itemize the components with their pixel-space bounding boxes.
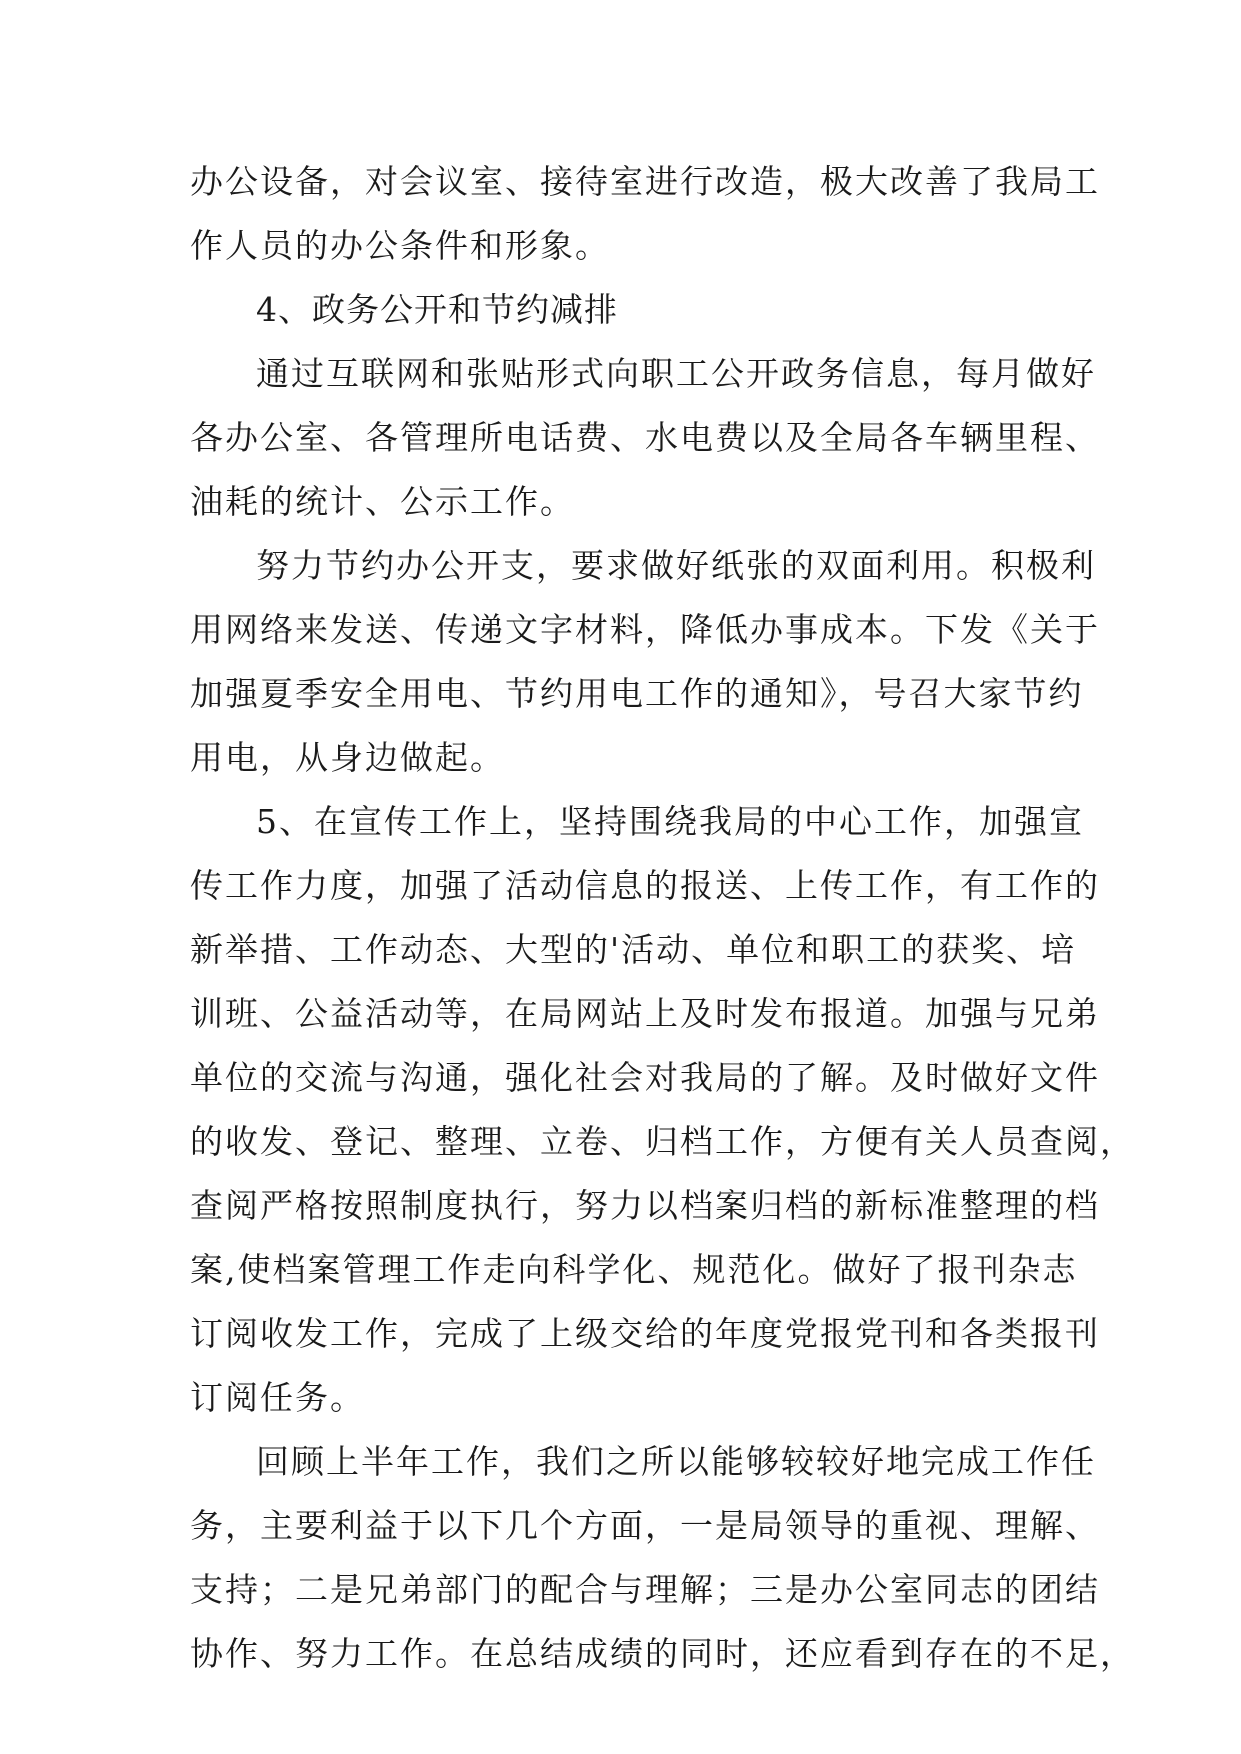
- text-line: 用电，从身边做起。: [190, 738, 505, 777]
- text-line: 加强夏季安全用电、节约用电工作的通知》，号召大家节约: [190, 674, 1084, 713]
- text-line: 用网络来发送、传递文字材料，降低办事成本。下发《关于: [190, 610, 1100, 649]
- text-line: 努力节约办公开支，要求做好纸张的双面利用。积极利: [256, 546, 1096, 585]
- section-heading: 4、政务公开和节约减排: [256, 290, 618, 329]
- text-line: 的收发、登记、整理、立卷、归档工作，方便有关人员查阅，: [190, 1122, 1135, 1161]
- text-line: 回顾上半年工作，我们之所以能够较较好地完成工作任: [256, 1442, 1096, 1481]
- text-line: 5、在宣传工作上，坚持围绕我局的中心工作，加强宣: [256, 802, 1084, 841]
- text-line: 单位的交流与沟通，强化社会对我局的了解。及时做好文件: [190, 1058, 1100, 1097]
- text-line: 订阅任务。: [190, 1378, 365, 1417]
- text-line: 订阅收发工作，完成了上级交给的年度党报党刊和各类报刊: [190, 1314, 1100, 1353]
- text-line: 查阅严格按照制度执行，努力以档案归档的新标准整理的档: [190, 1186, 1100, 1225]
- text-line: 各办公室、各管理所电话费、水电费以及全局各车辆里程、: [190, 418, 1100, 457]
- document-page: [190, 150, 1135, 1686]
- text-line: 办公设备，对会议室、接待室进行改造，极大改善了我局工: [190, 162, 1100, 201]
- text-line: 支持；二是兄弟部门的配合与理解；三是办公室同志的团结: [190, 1570, 1100, 1609]
- text-line: 传工作力度，加强了活动信息的报送、上传工作，有工作的: [190, 866, 1100, 905]
- text-line: 作人员的办公条件和形象。: [190, 226, 610, 265]
- text-line: 通过互联网和张贴形式向职工公开政务信息，每月做好: [256, 354, 1096, 393]
- text-line: 新举措、工作动态、大型的'活动、单位和职工的获奖、培: [190, 930, 1077, 969]
- text-line: 协作、努力工作。在总结成绩的同时，还应看到存在的不足，: [190, 1634, 1135, 1673]
- text-line: 油耗的统计、公示工作。: [190, 482, 575, 521]
- text-line: 训班、公益活动等，在局网站上及时发布报道。加强与兄弟: [190, 994, 1100, 1033]
- text-line: 案,使档案管理工作走向科学化、规范化。做好了报刊杂志: [190, 1250, 1078, 1289]
- text-line: 务，主要利益于以下几个方面，一是局领导的重视、理解、: [190, 1506, 1100, 1545]
